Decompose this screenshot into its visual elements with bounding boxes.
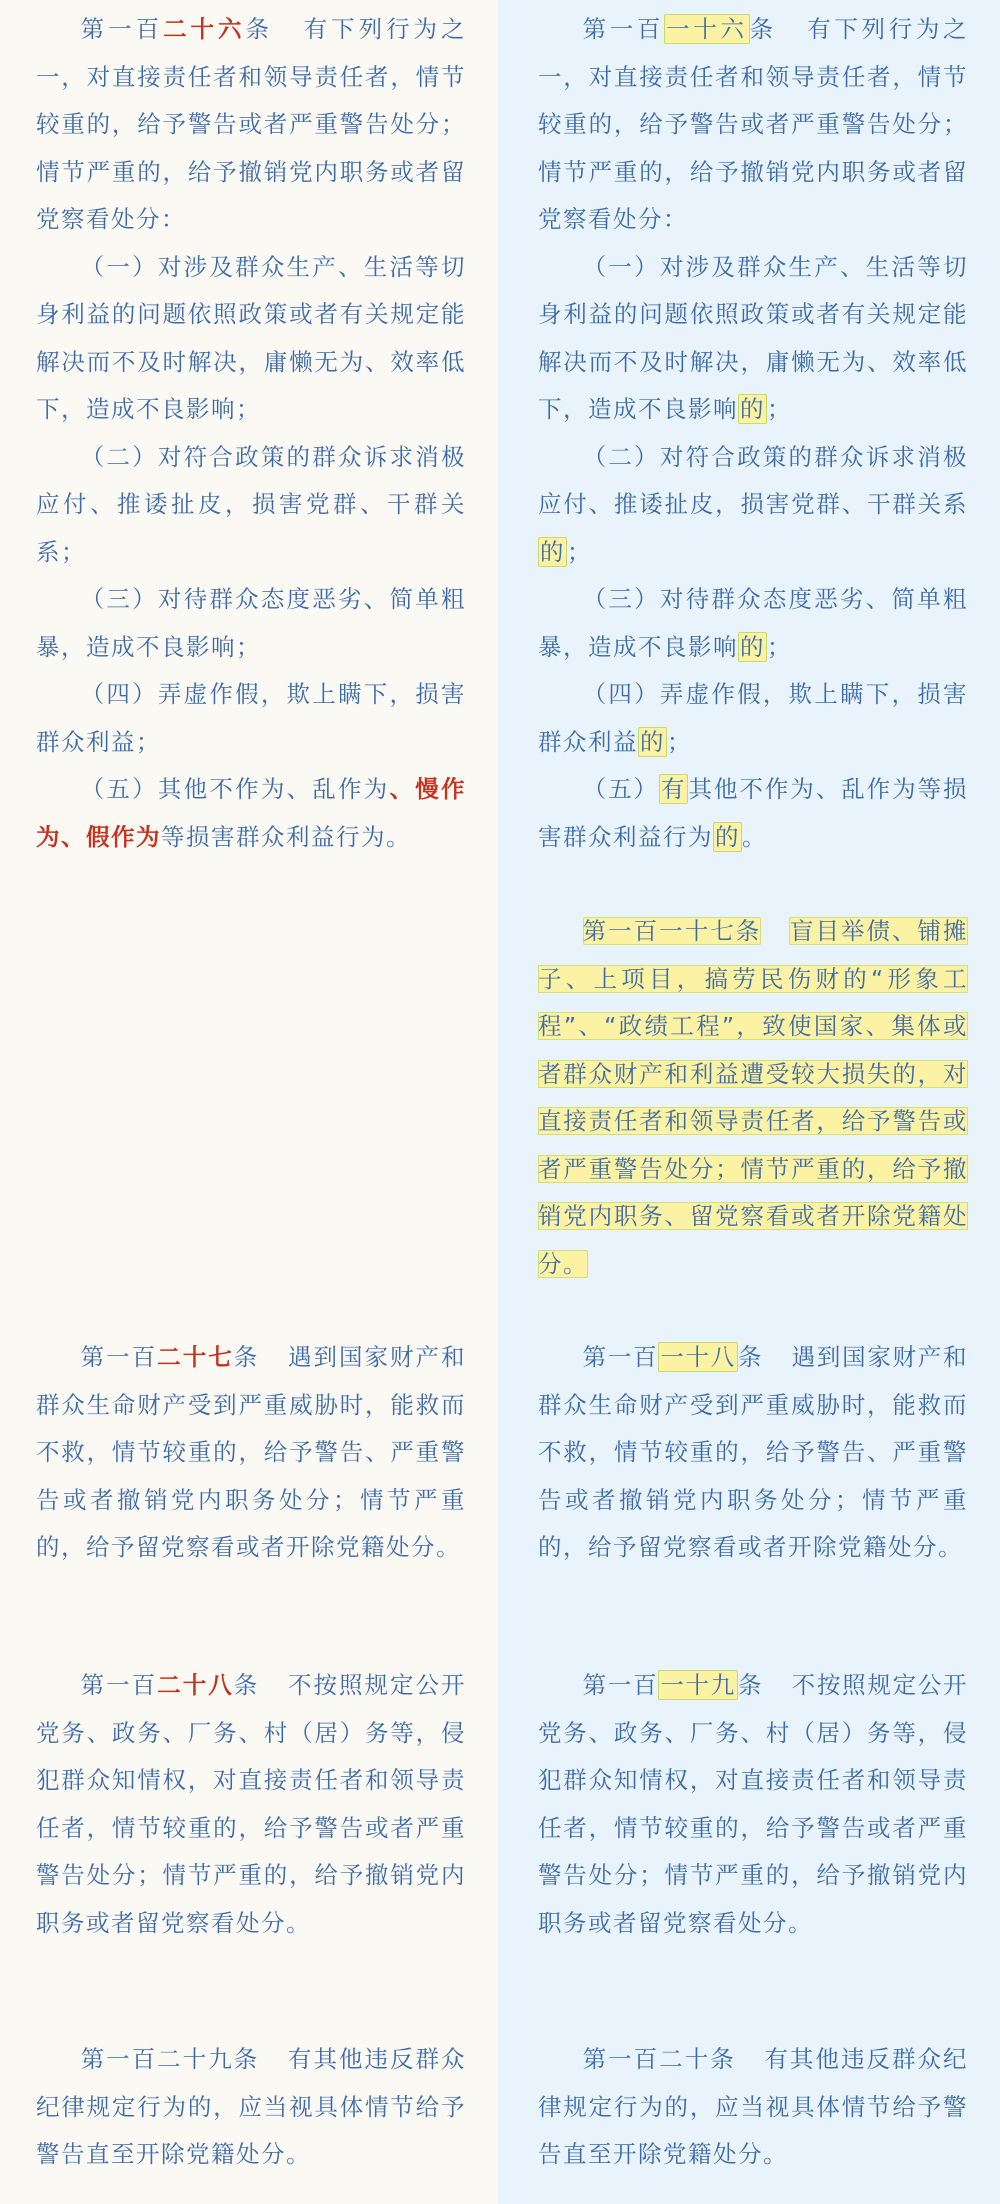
item-text: （四）弄虚作假，欺上瞒下，损害群众利益 [538, 680, 968, 756]
article-number-changed: 九 [208, 2045, 234, 2073]
item-text-end: 等损害群众利益行为。 [161, 822, 411, 851]
left-column-revised [0, 0, 498, 2204]
item-punct: ； [767, 395, 792, 423]
article-126-item-3: （三）对待群众态度恶劣、简单粗暴，造成不良影响； [36, 585, 466, 661]
item-text: （五）其他不作为、乱作为 [80, 775, 390, 803]
article-number-suffix: 条 [749, 15, 777, 43]
article-116-item-2 [538, 434, 968, 577]
article-126-item-1: （一）对涉及群众生产、生活等切身利益的问题依照政策或者有关规定能解决而不及时解决，庸懒无为、效率低下，造成不良影响； [36, 252, 466, 423]
article-number-changed: 二十七 [157, 1343, 234, 1371]
article-119-text [538, 1662, 968, 1947]
item-text: （一）对涉及群众生产、生活等切身利益的问题依照政策或者有关规定能解决而不及时解决，庸懒无为、效率低下，造成不良影响 [538, 252, 968, 423]
article-116-item-4 [538, 671, 968, 766]
article-126-item-2: （二）对符合政策的群众诉求消极应付、推诿扯皮，损害党群、干群关系； [36, 442, 466, 566]
right-column-original [498, 0, 1000, 2204]
article-127 [36, 1334, 466, 1572]
article-116-item-3 [538, 576, 968, 671]
article-126-item-5 [36, 766, 466, 861]
article-126 [36, 6, 466, 861]
added-text: 、慢作为、假作为 [36, 775, 467, 851]
article-text: 遇到国家财产和群众生命财产受到严重威胁时，能救而不救，情节较重的，给予警告、严重警告或者撤销党内职务处分；情节严重的，给予留党察看或者开除党籍处分。 [36, 1343, 467, 1561]
deleted-text: 有 [661, 775, 687, 803]
article-126-item-4: （四）弄虚作假，欺上瞒下，损害群众利益； [36, 680, 466, 756]
deleted-text: 的 [715, 822, 740, 851]
article-text: 不按照规定公开党务、政务、厂务、村（居）务等，侵犯群众知情权，对直接责任者和领导责任者，情节较重的，给予警告或者严重警告处分；情节严重的，给予撤销党内职务或者留党察看处分。 [36, 1671, 467, 1937]
article-number: 第一百一十七条 [582, 917, 762, 945]
article-number-suffix: 条 [245, 15, 273, 43]
deleted-text: 的 [540, 537, 565, 566]
article-116-intro [538, 6, 968, 244]
article-number-changed: 一十九 [660, 1671, 737, 1699]
article-126-intro [36, 6, 466, 244]
article-117-deleted [538, 908, 968, 1288]
article-text: 遇到国家财产和群众生命财产受到严重威胁时，能救而不救，情节较重的，给予警告、严重警告或者撤销党内职务处分；情节严重的，给予留党察看或者开除党籍处分。 [538, 1343, 969, 1561]
article-number-changed: 二十八 [157, 1671, 234, 1699]
article-number-prefix: 第一百 [80, 15, 164, 43]
article-number-suffix: 条 [738, 1343, 764, 1371]
article-text: 有其他违反群众纪律规定行为的，应当视具体情节给予警告直至开除党籍处分。 [538, 2045, 969, 2168]
article-129 [36, 2036, 466, 2179]
deleted-text: 的 [640, 727, 665, 756]
article-text: 有下列行为之一，对直接责任者和领导责任者，情节较重的，给予警告或者严重警告处分；情节严重的，给予撤销党内职务或者留党察看处分： [538, 15, 969, 233]
article-number-suffix: 条 [233, 2045, 260, 2073]
article-text: 有其他违反群众纪律规定行为的，应当视具体情节给予警告直至开除党籍处分。 [36, 2045, 467, 2168]
article-number-prefix: 第一百 [80, 1343, 158, 1371]
article-127-text [36, 1334, 466, 1572]
article-number-changed: 一十八 [660, 1343, 737, 1371]
article-120-text [538, 2036, 968, 2179]
article-117-text [538, 908, 968, 1288]
article-116-item-1 [538, 244, 968, 434]
item-punct: ； [567, 537, 592, 566]
article-number-suffix: 条 [233, 1671, 260, 1699]
article-number-prefix: 第一百 [582, 1671, 659, 1699]
item-punct: 。 [742, 822, 767, 851]
item-text: （三）对待群众态度恶劣、简单粗暴，造成不良影响 [538, 585, 968, 661]
article-number-prefix: 第一百 [582, 1343, 659, 1371]
article-number: 第一百二十条 [582, 2045, 736, 2073]
article-text: 有下列行为之一，对直接责任者和领导责任者，情节较重的，给予警告或者严重警告处分；情节严重的，给予撤销党内职务或者留党察看处分： [36, 15, 467, 233]
article-116 [538, 6, 968, 861]
article-118 [538, 1334, 968, 1572]
item-text-mid: 其他不作为、乱作为等损害群众利益行为 [538, 775, 969, 851]
item-punct: ； [767, 632, 792, 661]
item-punct: ； [667, 727, 692, 756]
article-120 [538, 2036, 968, 2179]
article-number-prefix: 第一百 [80, 1671, 158, 1699]
article-text: 不按照规定公开党务、政务、厂务、村（居）务等，侵犯群众知情权，对直接责任者和领导责任者，情节较重的，给予警告或者严重警告处分；情节严重的，给予撤销党内职务或者留党察看处分。 [538, 1671, 969, 1937]
article-128-text [36, 1662, 466, 1947]
article-128 [36, 1662, 466, 1947]
article-number-changed: 一十六 [666, 15, 748, 43]
article-116-item-5 [538, 766, 968, 861]
item-text: （五） [582, 775, 660, 803]
article-number-prefix: 第一百二十 [80, 2045, 209, 2073]
deleted-article-text: 盲目举债、铺摊子、上项目，搞劳民伤财的“形象工程”、“政绩工程”，致使国家、集体或者群众财产和利益遭受较大损失的，对直接责任者和领导责任者，给予警告或者严重警告处分；情节严重的，给予撤销党内职务、留党察看或者开除党籍处分。 [538, 917, 969, 1278]
article-119 [538, 1662, 968, 1947]
article-118-text [538, 1334, 968, 1572]
deleted-text: 的 [740, 395, 765, 423]
deleted-text: 的 [740, 632, 765, 661]
article-number-changed: 二十六 [163, 15, 246, 43]
article-number-suffix: 条 [233, 1343, 260, 1371]
article-129-text [36, 2036, 466, 2179]
article-number-suffix: 条 [738, 1671, 764, 1699]
article-number-prefix: 第一百 [582, 15, 665, 43]
item-text: （二）对符合政策的群众诉求消极应付、推诿扯皮，损害党群、干群关系 [538, 442, 968, 518]
